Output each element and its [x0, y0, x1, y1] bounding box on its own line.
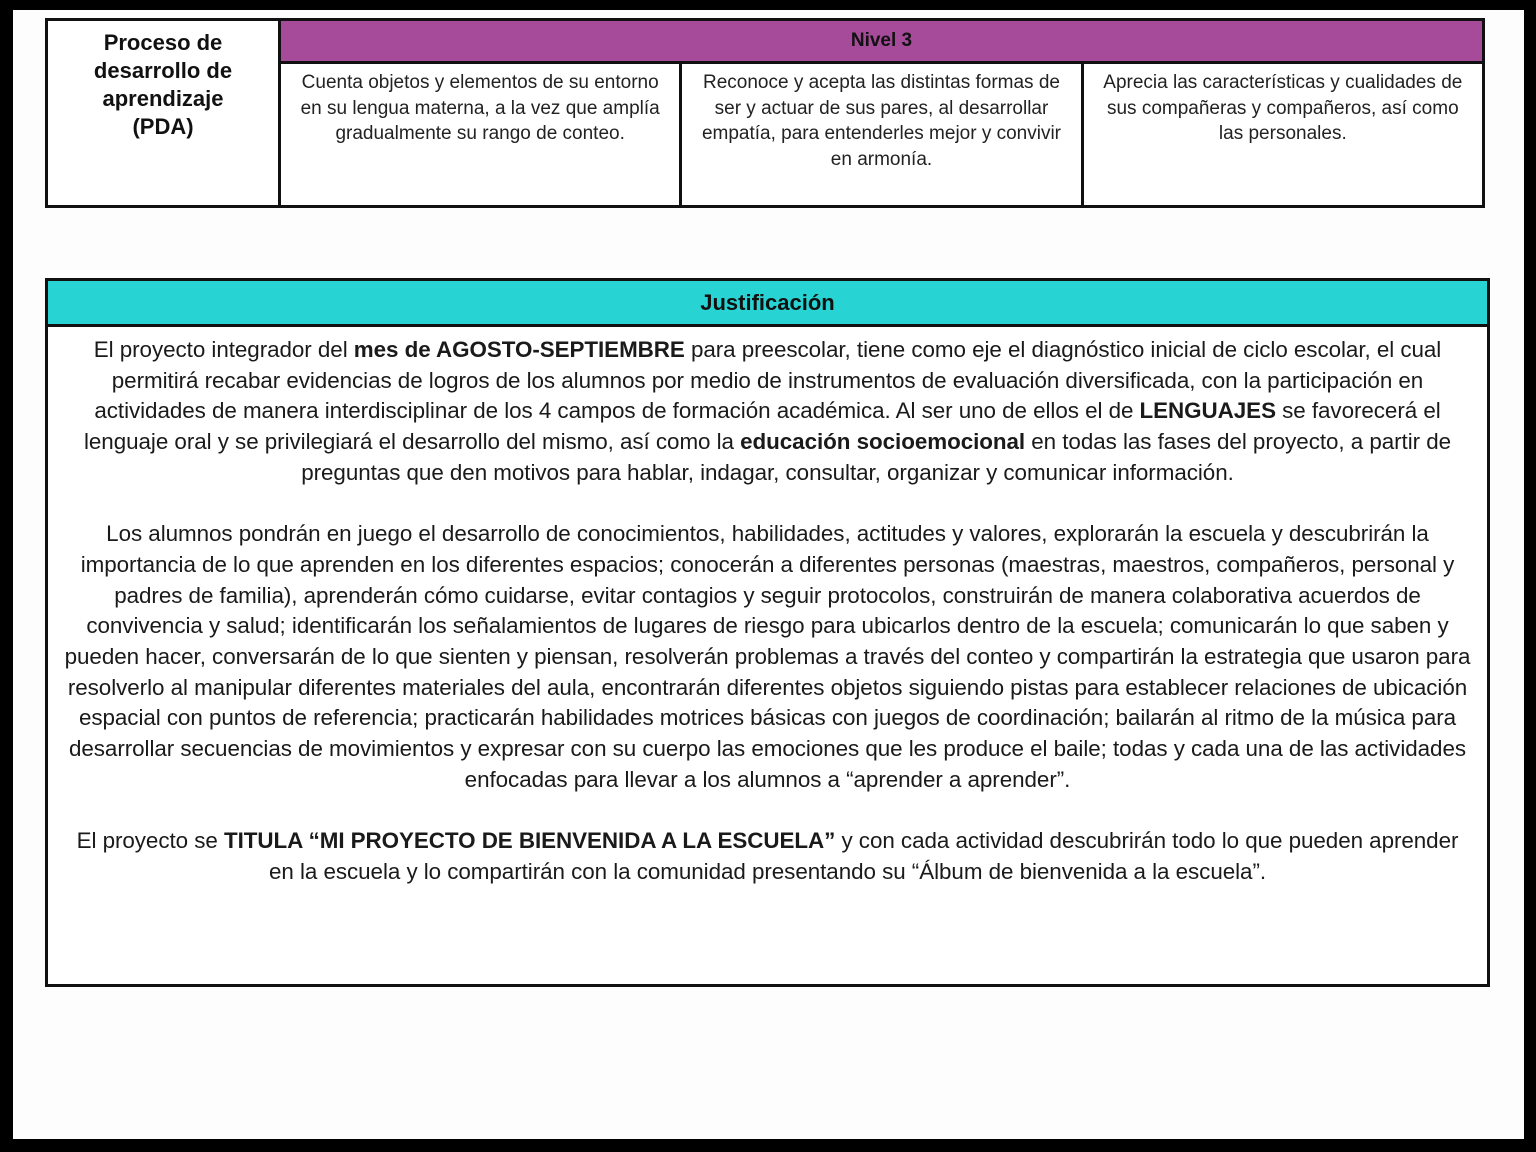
pda-label-line: aprendizaje [102, 86, 224, 111]
text-run: y con cada actividad descubrirán todo lo que pueden aprender en la escuela y lo compartirán con la comunidad presentando su “Álbum de bienvenida a la escuela”. [268, 828, 1459, 884]
bold-run: educación socioemocional [740, 429, 1026, 455]
justificacion-paragraph-1 [62, 335, 1473, 489]
justificacion-paragraph-2: Los alumnos pondrán en juego el desarrollo de conocimientos, habilidades, actitudes y valores, explorarán la escuela y descubrirán la importancia de lo que aprenden en los diferentes espacios; conocerán a diferentes personas (maestras, maestros, compañeros, personal y padres de familia), aprenderán cómo cuidarse, evitar contagios y seguir protocolos, construirán de manera colaborativa acuerdos de convivencia y salud; identificarán los señalamientos de lugares de riesgo para ubicarlos dentro de la escuela; comunicarán lo que saben y pueden hacer, conversarán de lo que sienten y piensan, resolverán problemas a través del conteo y compartirán la estrategia que usaron para resolverlo al manipular diferentes materiales del aula, encontrarán diferentes objetos siguiendo pistas para establecer relaciones de ubicación espacial con puntos de referencia; practicarán habilidades motrices básicas con juegos de coordinación; bailarán al ritmo de la música para desarrollar secuencias de movimientos y expresar con su cuerpo las emociones que les produce el baile; todas y cada una de las actividades enfocadas para llevar a los alumnos a “aprender a aprender”. [64, 521, 1471, 792]
pda-row-label [48, 21, 281, 205]
pda-cell: Reconoce y acepta las distintas formas de ser y actuar de sus pares, al desarrollar empatía, para entenderles mejor y convivir en armonía. [679, 64, 1080, 205]
bold-run: TITULA “MI PROYECTO DE BIENVENIDA A LA ESCUELA” [223, 828, 836, 854]
pda-table [45, 18, 1485, 208]
pda-cell: Aprecia las características y cualidades de sus compañeras y compañeros, así como las personales. [1081, 64, 1482, 205]
pda-label-line: desarrollo de [93, 58, 233, 83]
text-run: se favorecerá el lenguaje oral y se privilegiará el desarrollo del mismo, así como la [83, 398, 1441, 455]
level-header: Nivel 3 [281, 21, 1482, 64]
pda-cells-row [281, 64, 1482, 205]
justificacion-title: Justificación [48, 281, 1487, 327]
text-run: para preescolar, tiene como eje el diagnóstico inicial de ciclo escolar, el cual permitirá recabar evidencias de logros de los alumnos por medio de instrumentos de evaluación diversificada, con la participación en actividades de manera interdisciplinar de los 4 campos de formación académica. Al ser uno de ellos el de [94, 337, 1442, 424]
pda-label-line: Proceso de [103, 30, 223, 55]
pda-cell: Cuenta objetos y elementos de su entorno en su lengua materna, a la vez que amplía gradualmente su rango de conteo. [300, 72, 660, 144]
text-run: en todas las fases del proyecto, a partir de preguntas que den motivos para hablar, indagar, consultar, organizar y comunicar información. [301, 429, 1452, 485]
bold-run: mes de AGOSTO-SEPTIEMBRE [353, 337, 685, 362]
bold-run: LENGUAJES [1139, 398, 1276, 424]
document-page [13, 10, 1524, 1139]
pda-label-line: (PDA) [132, 114, 194, 139]
justificacion-paragraph-3 [62, 826, 1473, 887]
justificacion-box [45, 278, 1490, 987]
text-run: El proyecto integrador del [93, 337, 354, 362]
text-run: El proyecto se [76, 828, 224, 854]
justificacion-body [48, 327, 1487, 888]
